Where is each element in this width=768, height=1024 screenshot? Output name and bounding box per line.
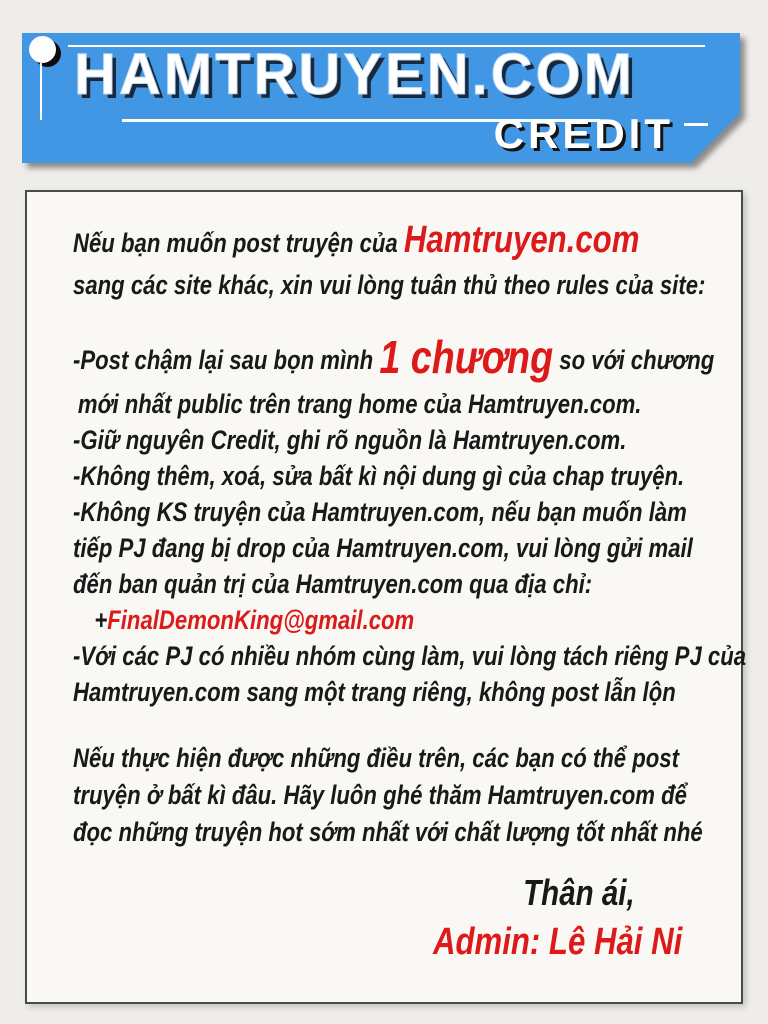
rule-line: -Không KS truyện của Hamtruyen.com, nếu bạn muốn làm [73, 497, 687, 527]
rule-line: -Giữ nguyên Credit, ghi rõ nguồn là Hamtruyen.com. [73, 425, 627, 455]
brand-name: Hamtruyen.com [403, 219, 640, 261]
rule-line: -Không thêm, xoá, sửa bất kì nội dung gì của chap truyện. [73, 461, 685, 491]
intro-text: Nếu bạn muốn post truyện của [73, 228, 404, 258]
closing-line: đọc những truyện hot sớm nhất với chất lượng tốt nhất nhé [73, 817, 703, 847]
pin-stem-line [40, 63, 42, 120]
intro-line-2: sang các site khác, xin vui lòng tuân thủ theo rules của site: [73, 270, 706, 300]
credit-badge: CREDIT [493, 110, 674, 157]
rule-line: Hamtruyen.com sang một trang riêng, không post lẫn lộn [73, 677, 676, 707]
notice-box [25, 190, 747, 1004]
rule-line: đến ban quản trị của Hamtruyen.com qua địa chỉ: [73, 569, 593, 599]
pin-icon [29, 36, 56, 63]
site-banner [22, 33, 740, 163]
rule-line: -Với các PJ có nhiều nhóm cùng làm, vui lòng tách riêng PJ của [73, 641, 747, 671]
admin-signature: Admin: Lê Hải Ni [432, 921, 683, 963]
rule-line: tiếp PJ đang bị drop của Hamtruyen.com, vui lòng gửi mail [73, 533, 693, 563]
plus-sign: + [94, 605, 108, 635]
closing-line: Nếu thực hiện được những điều trên, các bạn có thể post [73, 743, 680, 773]
site-title: HAMTRUYEN.COM [74, 42, 635, 107]
signoff-text: Thân ái, [523, 872, 635, 913]
badge-dash-line [684, 123, 708, 126]
chapter-highlight: 1 chương [379, 331, 554, 383]
rule-line: -Post chậm lại sau bọn mình 1 chương so với chương [73, 331, 715, 383]
contact-email-line [73, 602, 729, 638]
contact-email: FinalDemonKing@gmail.com [107, 605, 415, 635]
notice-text [73, 216, 747, 967]
closing-line: truyện ở bất kì đâu. Hãy luôn ghé thăm Hamtruyen.com để [73, 780, 687, 810]
rule-line: mới nhất public trên trang home của Hamtruyen.com. [77, 389, 642, 419]
intro-line-1 [73, 216, 729, 267]
